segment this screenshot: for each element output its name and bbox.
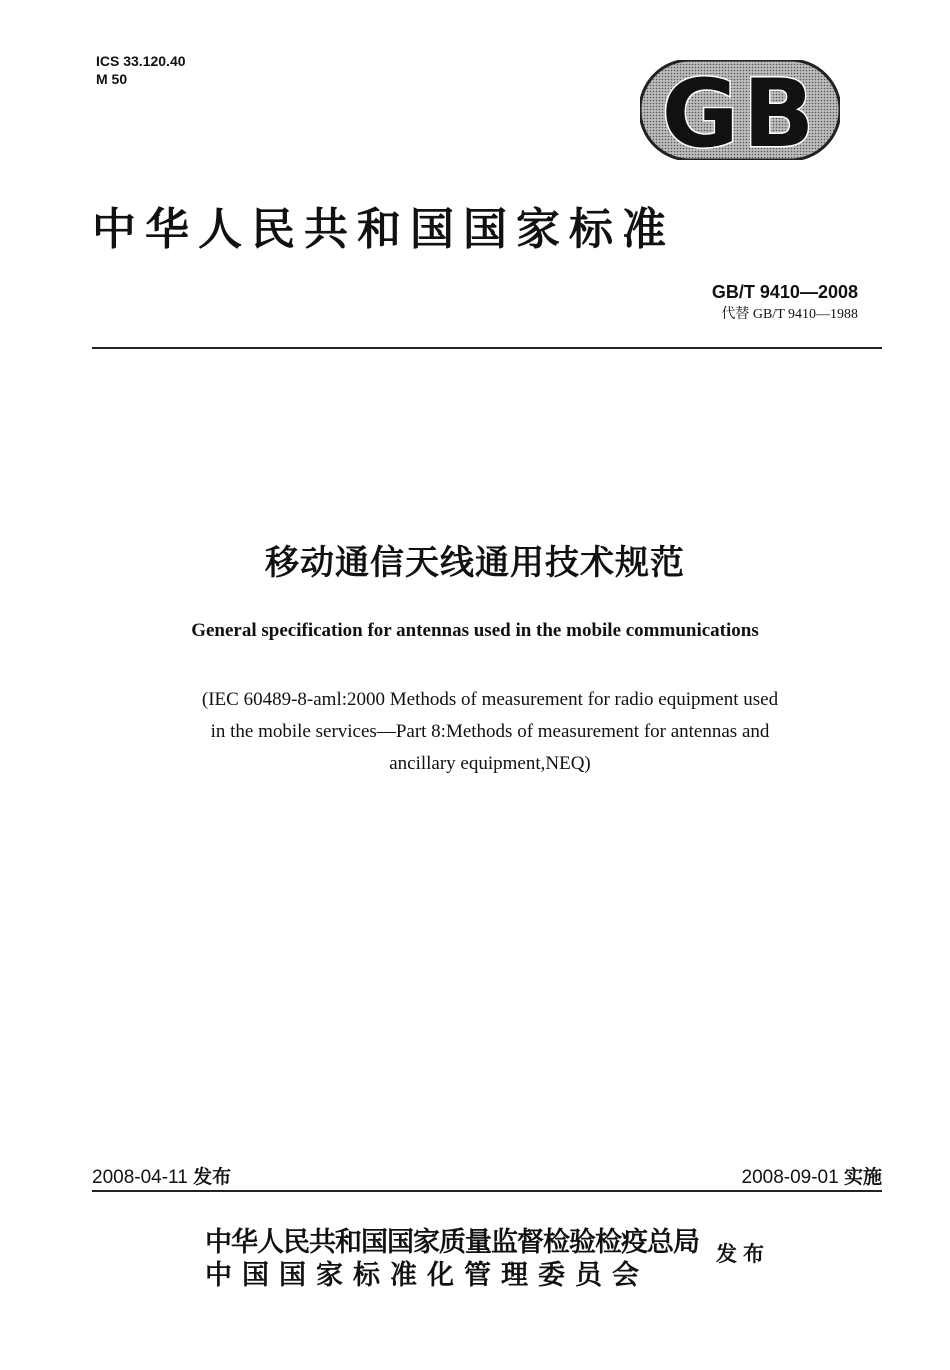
- bottom-divider: [92, 1190, 882, 1192]
- implement-date: [742, 1162, 883, 1189]
- iec-line: in the mobile services—Part 8:Methods of measurement for antennas and: [210, 721, 770, 742]
- gb-logo: [640, 60, 840, 160]
- implement-date-label: 实施: [843, 1166, 882, 1188]
- document-title-en: General specification for antennas used in the mobile communications: [191, 620, 759, 641]
- iec-reference: [110, 684, 870, 780]
- classification-codes: [96, 52, 186, 88]
- issuer-aqsiq: 中华人民共和国国家质量监督检验检疫总局: [205, 1227, 699, 1258]
- issued-by-label: 发布: [716, 1242, 770, 1266]
- gb-logo-text: GB: [661, 60, 819, 160]
- publish-date-label: 发布: [193, 1166, 232, 1188]
- document-title-cn: 移动通信天线通用技术规范: [265, 543, 685, 583]
- national-standard-title: 中华人民共和国国家标准: [92, 204, 675, 255]
- ics-code: ICS 33.120.40: [96, 53, 186, 69]
- implement-date-value: 2008-09-01: [741, 1167, 839, 1188]
- issuer-sac: 中国国家标准化管理委员会: [205, 1260, 649, 1291]
- publish-date: [92, 1162, 231, 1189]
- iec-line: ancillary equipment,NEQ): [389, 753, 591, 774]
- standard-code: GB/T 9410—2008: [711, 282, 858, 302]
- top-divider: [92, 347, 882, 349]
- replaces-code: 代替 GB/T 9410—1988: [721, 307, 858, 322]
- iec-line: (IEC 60489-8-aml:2000 Methods of measurement for radio equipment used: [201, 689, 779, 710]
- publish-date-value: 2008-04-11: [92, 1167, 188, 1188]
- ccs-code: M 50: [96, 71, 128, 87]
